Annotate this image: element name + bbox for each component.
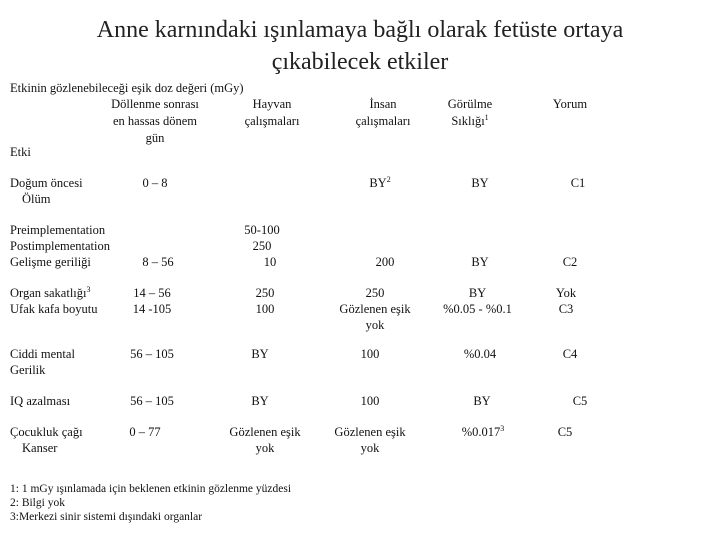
footnote-1: 1: 1 mGy ışınlamada için beklenen etkinin gözlenme yüzdesi <box>10 483 292 495</box>
row3-human: 250 Gözlenen eşik yok <box>339 286 411 332</box>
footnotes <box>10 482 291 524</box>
footnote-2: 2: Bilgi yok <box>10 497 65 509</box>
slide-title-line-1: Anne karnındaki ışınlamaya bağlı olarak fetüste ortaya <box>96 17 624 43</box>
header-frequency: Görülme Sıklığı$^1$ <box>447 97 493 128</box>
row4-human: 100 <box>360 347 380 361</box>
row2-label: Preimplementation Postimplementation Gelişme geriliği <box>10 223 110 269</box>
row1-label: Doğum öncesi Ölüm <box>10 176 83 206</box>
header-comment: Yorum <box>552 97 588 111</box>
row5-fertilization: 56 – 105 <box>130 394 174 408</box>
row4-frequency: %0.04 <box>463 347 497 361</box>
slide-title-line-2: çıkabilecek etkiler <box>271 49 449 75</box>
header-animal-studies: Hayvan çalışmaları <box>244 97 300 128</box>
row1-fertilization: 0 – 8 <box>142 176 168 190</box>
row4-fertilization: 56 – 105 <box>130 347 174 361</box>
row5-animal: BY <box>251 394 269 408</box>
header-effect: Etki <box>10 145 31 159</box>
row1-comment: C1 <box>570 176 586 190</box>
row5-label: IQ azalması <box>10 394 71 408</box>
row2-comment: C2 <box>562 255 578 269</box>
row3-frequency: BY %0.05 - %0.1 <box>443 286 512 316</box>
header-threshold-dose: Etkinin gözlenebileceği eşik doz değeri (mGy) <box>10 81 244 95</box>
row3-comment: Yok C3 <box>555 286 577 316</box>
row2-animal: 50-100 250 10 <box>244 223 280 269</box>
row6-human: Gözlenen eşik yok <box>334 425 406 455</box>
row2-fertilization: 8 – 56 <box>142 255 174 269</box>
row5-human: 100 <box>360 394 380 408</box>
row6-frequency: %0.017$^3$ <box>461 423 505 439</box>
row3-animal: 250 100 <box>255 286 275 316</box>
header-human-studies: İnsan çalışmaları <box>355 97 411 128</box>
row6-animal: Gözlenen eşik yok <box>229 425 301 455</box>
row3-label: Organ sakatlığı$^3$ Ufak kafa boyutu <box>10 284 98 316</box>
row2-human: 200 <box>375 255 395 269</box>
slide-title <box>0 14 720 78</box>
footnote-3: 3:Merkezi sinir sistemi dışındaki organlar <box>10 511 203 523</box>
row4-animal: BY <box>251 347 269 361</box>
row4-label: Ciddi mental Gerilik <box>10 347 75 377</box>
row4-comment: C4 <box>562 347 578 361</box>
row6-comment: C5 <box>557 425 573 439</box>
row6-fertilization: 0 – 77 <box>129 425 161 439</box>
row1-human: $BY^2$ <box>369 174 391 190</box>
header-fertilization-period: Döllenme sonrası en hassas dönem gün <box>111 97 199 145</box>
row3-fertilization: 14 – 56 14 -105 <box>132 286 172 316</box>
row5-frequency: BY <box>473 394 491 408</box>
row1-frequency: BY <box>471 176 489 190</box>
row5-comment: C5 <box>572 394 588 408</box>
row2-frequency: BY <box>471 255 489 269</box>
row6-label: Çocukluk çağı Kanser <box>10 425 83 455</box>
